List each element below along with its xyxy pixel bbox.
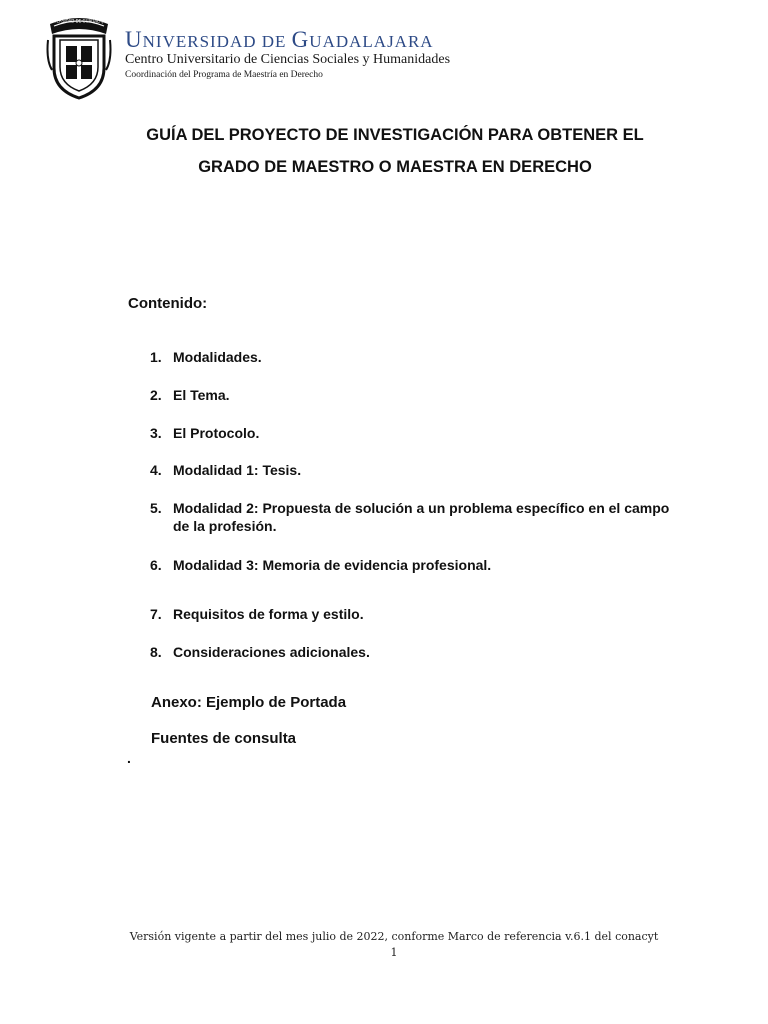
toc-number: 5. xyxy=(150,500,162,516)
toc-label: Consideraciones adicionales. xyxy=(173,644,370,660)
annex-entry: Anexo: Ejemplo de Portada xyxy=(151,694,347,711)
toc-number: 8. xyxy=(150,644,162,660)
toc-item-2 xyxy=(150,386,680,404)
university-rest-2: UADALAJARA xyxy=(309,32,434,51)
toc-item-6 xyxy=(150,556,680,574)
toc-number: 6. xyxy=(150,557,162,573)
toc-item-5 xyxy=(150,499,680,535)
center-name: Centro Universitario de Ciencias Sociales y Humanidades xyxy=(125,52,451,67)
toc-label: Modalidad 1: Tesis. xyxy=(173,462,302,478)
toc-number: 3. xyxy=(150,425,162,441)
document-title-line-1: GUÍA DEL PROYECTO DE INVESTIGACIÓN PARA OBTENER EL xyxy=(146,126,644,144)
toc-number: 4. xyxy=(150,462,162,478)
contents-heading: Contenido: xyxy=(128,295,208,312)
toc-item-4 xyxy=(150,461,680,479)
university-initial-u: U xyxy=(125,27,143,52)
toc-item-3 xyxy=(150,424,680,442)
coordination-name: Coordinación del Programa de Maestría en Derecho xyxy=(125,70,323,80)
toc-label: Modalidades. xyxy=(173,349,262,365)
toc-label: Modalidad 3: Memoria de evidencia profesional. xyxy=(173,557,492,573)
toc-number: 7. xyxy=(150,606,162,622)
version-footer: Versión vigente a partir del mes julio de 2022, conforme Marco de referencia v.6.1 del conacyt xyxy=(129,930,659,943)
toc-label: Modalidad 2: Propuesta de solución a un problema específico en el campo de la profesión. xyxy=(173,500,670,534)
toc-item-1 xyxy=(150,348,680,366)
crest-ribbon-text: UNIVERSIDAD DE GUADALAJARA xyxy=(46,18,112,24)
sources-entry: Fuentes de consulta xyxy=(151,730,297,747)
toc-label: El Tema. xyxy=(173,387,230,403)
page-number: 1 xyxy=(390,946,398,959)
university-initial-g: G xyxy=(291,27,310,52)
toc-number: 1. xyxy=(150,349,162,365)
university-crest-logo xyxy=(46,10,112,100)
university-name xyxy=(125,27,434,53)
toc-item-8 xyxy=(150,643,680,661)
toc-number: 2. xyxy=(150,387,162,403)
toc-label: Requisitos de forma y estilo. xyxy=(173,606,364,622)
document-title-line-2: GRADO DE MAESTRO O MAESTRA EN DERECHO xyxy=(198,158,592,176)
toc-label: El Protocolo. xyxy=(173,425,260,441)
toc-item-7 xyxy=(150,605,680,623)
trailing-dot: . xyxy=(127,750,131,766)
university-rest-1: NIVERSIDAD DE xyxy=(142,32,292,51)
